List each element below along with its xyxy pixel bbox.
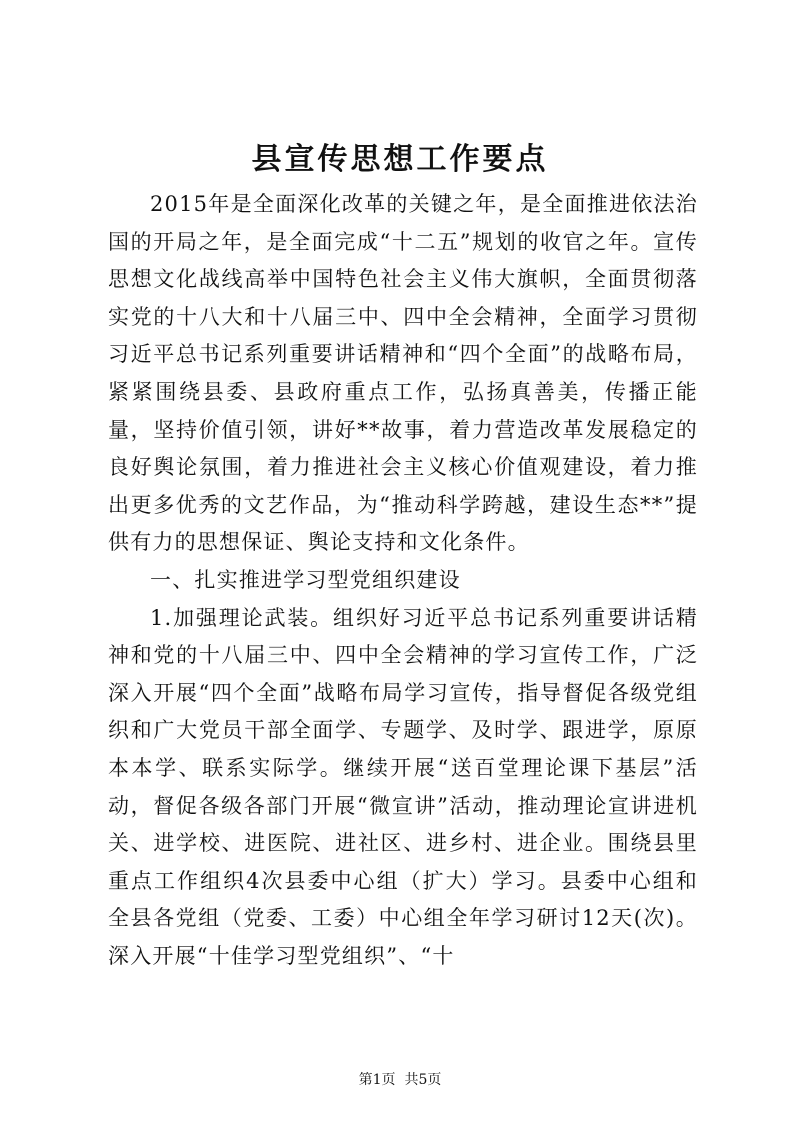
intro-paragraph: 2015年是全面深化改革的关键之年，是全面推进依法治国的开局之年，是全面完成“十二五”规划的收官之年。宣传思想文化战线高举中国特色社会主义伟大旗帜，全面贯彻落实党的十八大和十八届三中、四中全会精神，全面学习贯彻习近平总书记系列重要讲话精神和“四个全面”的战略布局，紧紧围绕县委、县政府重点工作，弘扬真善美，传播正能量，坚持价值引领，讲好**故事，着力营造改革发展稳定的良好舆论氛围，着力推进社会主义核心价值观建设，着力推出更多优秀的文艺作品，为“推动科学跨越，建设生态**”提供有力的思想保证、舆论支持和文化条件。	[108, 192, 698, 555]
document-body	[108, 186, 698, 975]
section-heading: 一、扎实推进学习型党组织建设	[150, 567, 461, 592]
page-number: 第1页	[358, 1072, 396, 1088]
document-title: 县宣传思想工作要点	[251, 142, 549, 177]
item-paragraph: 1.加强理论武装。组织好习近平总书记系列重要讲话精神和党的十八届三中、四中全会精神的学习宣传工作，广泛深入开展“四个全面”战略布局学习宣传，指导督促各级党组织和广大党员干部全面学、专题学、及时学、跟进学，原原本本学、联系实际学。继续开展“送百堂理论课下基层”活动，督促各级各部门开展“微宣讲”活动，推动理论宣讲进机关、进学校、进医院、进社区、进乡村、进企业。围绕县里重点工作组织4次县委中心组（扩大）学习。县委中心组和全县各党组（党委、工委）中心组全年学习研讨12天(次)。深入开展“十佳学习型党组织”、“十	[108, 605, 698, 968]
page-total: 共5页	[404, 1072, 442, 1088]
page-footer	[0, 1070, 800, 1090]
